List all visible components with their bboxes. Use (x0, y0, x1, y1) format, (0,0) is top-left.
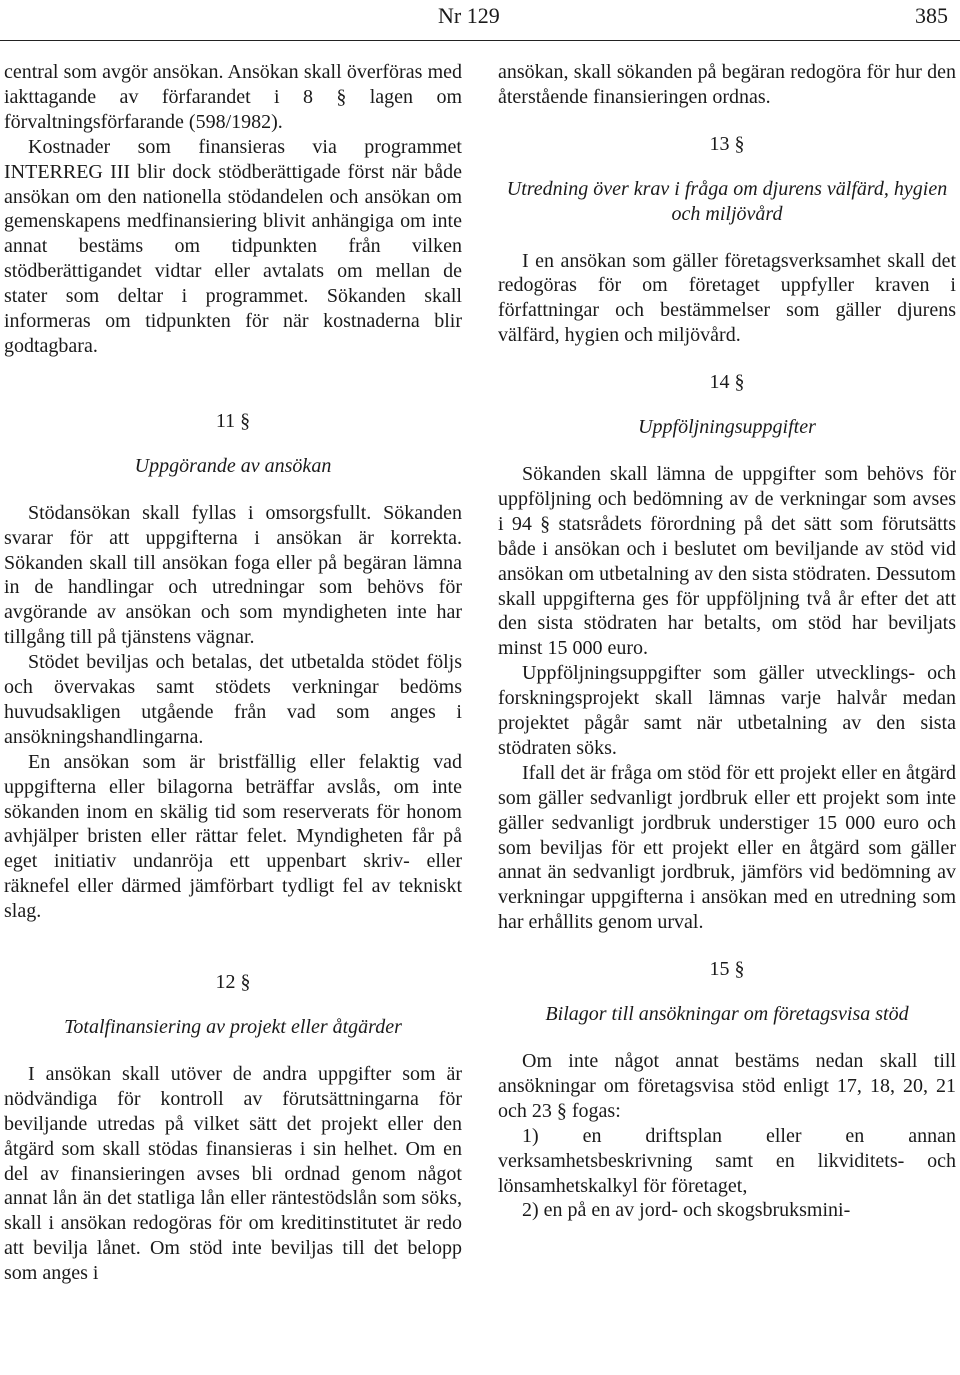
section-number: 13 § (709, 132, 745, 155)
page-number: 385 (915, 3, 948, 28)
paragraph: Stödansökan skall fyllas i omsorgsfullt. Sökanden svarar för att uppgifterna i ansökan är korrekta. Sökanden skall till ansökan foga eller på begäran lämna in de handlingar och utredningar som behövs för avgörande av ansökan och som myndigheten inte har tillgång till på tjänstens vägnar. (4, 501, 462, 649)
list-item: 2) en på en av jord- och skogsbruksmini- (522, 1199, 851, 1222)
section-heading: Bilagor till ansökningar om företagsvisa stöd (545, 1003, 909, 1026)
section-heading: Utredning över krav i fråga om djurens välfärd, hygien och miljövård (506, 177, 948, 225)
paragraph: central som avgör ansökan. Ansökan skall överföras med iakttagande av förfarandet i 8 § lagen om förvaltningsförfarande (598/1982). (4, 61, 462, 133)
paragraph: ansökan, skall sökanden på begäran redogöra för hur den återstående finansieringen ordnas. (498, 61, 956, 108)
section-heading: Uppföljningsuppgifter (638, 416, 816, 439)
paragraph: Sökanden skall lämna de uppgifter som behövs för uppföljning och bedömning av de verkningar som avses i 94 § statsrådets förordning på det sätt som förutsätts både i ansökan och i beslutet om beviljande av stöd vid ansökan om utbetalning av den sista stödraten. Dessutom skall uppgifterna ges för uppföljning två år efter det att den sista stödraten har betalts, om stöd har beviljats minst 15 000 euro. (498, 462, 956, 660)
paragraph: Ifall det är fråga om stöd för ett projekt eller en åtgärd som gäller sedvanligt jordbruk eller ett projekt som inte gäller sedvanligt jordbruk understiger 15 000 euro och som beviljas för ett projekt eller en åtgärd som gäller annat än sedvanligt jordbruk, jämförs vid bedömning av verkningar uppgifterna i ansökan med en utredning som har erhållits genom urval. (498, 761, 956, 934)
paragraph: En ansökan som är bristfällig eller felaktig vad uppgifterna eller bilagorna beträffar avslås, om inte sökanden inom en skälig tid som reserverats för honom avhjälper bristen eller rättar felet. Myndigheten får på eget initiativ undanröja ett uppenbart skriv- eller räknefel eller därmed jämförbart tydligt fel av tekniskt slag. (4, 750, 462, 923)
paragraph: I ansökan skall utöver de andra uppgifter som är nödvändiga för kontroll av förutsättningarna för beviljande utredas på vilket sätt det projekt eller den åtgärd som skall stödas finansieras i sin helhet. Om en del av finansieringen avses bli ordnad genom något annat lån än det statliga lån eller räntestödslån som söks, skall i ansökan redogöras för om kreditinstitutet är redo att bevilja lånet. Om stöd inte beviljas till det belopp som anges i (4, 1062, 462, 1285)
paragraph: Om inte något annat bestäms nedan skall till ansökningar om företagsvisa stöd enligt 17, 18, 20, 21 och 23 § fogas: (498, 1050, 956, 1122)
right-column (498, 60, 956, 1223)
section-number: 14 § (709, 371, 745, 394)
paragraph: Uppföljningsuppgifter som gäller utvecklings- och forskningsprojekt skall lämnas varje halvår medan projektet pågår samt när utbetalning av den sista stödraten söks. (498, 662, 956, 759)
header-rule (0, 40, 960, 41)
paragraph: Stödet beviljas och betalas, det utbetalda stödet följs och övervakas samt stödets verkningar bedöms huvudsakligen utgående från vad som anges i ansökningshandlingarna. (4, 651, 462, 748)
section-heading: Totalfinansiering av projekt eller åtgärder (64, 1016, 402, 1038)
section-number: 15 § (709, 958, 745, 981)
issue-number: Nr 129 (438, 3, 500, 28)
page-header (0, 0, 960, 46)
left-column (4, 60, 462, 1286)
section-number: 12 § (215, 971, 251, 994)
section-number: 11 § (215, 409, 251, 432)
list-item: 1) en driftsplan eller en annan verksamhetsbeskrivning samt en likviditets- och lönsamhetskalkyl för företaget, (498, 1124, 956, 1197)
section-heading: Uppgörande av ansökan (134, 454, 332, 477)
paragraph: I en ansökan som gäller företagsverksamhet skall det redogöras för om företaget uppfyller kraven i författningar och bestämmelser som gäller djurens välfärd, hygien och miljövård. (498, 249, 956, 347)
paragraph: Kostnader som finansieras via programmet INTERREG III blir dock stödberättigade först när både ansökan om den nationella stödandelen och ansökan om gemenskapens medfinansiering blivit anhängiga om inte annat bestäms om tidpunkten från vilken stödberättigandet vidtar eller avtalats om mellan de stater som deltar i programmet. Sökanden skall informeras om tidpunkten för när kostnaderna blir godtagbara. (4, 135, 462, 357)
